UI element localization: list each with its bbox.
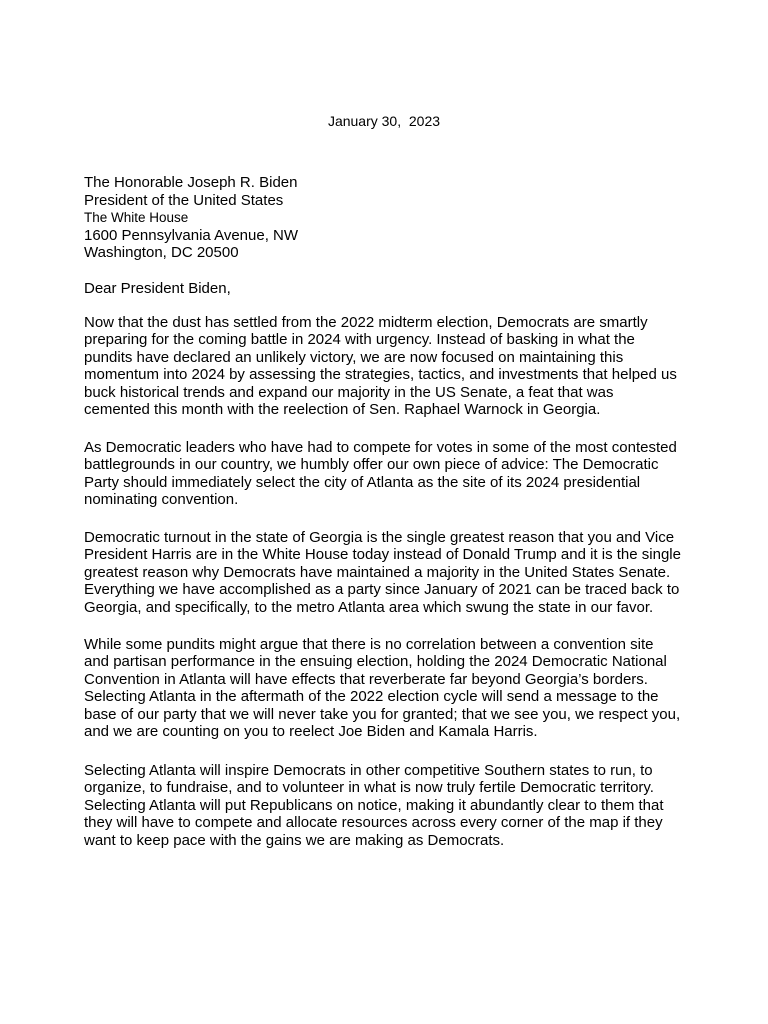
paragraph-line: President Harris are in the White House today instead of Donald Trump and it is the single bbox=[84, 546, 681, 564]
recipient-title: President of the United States bbox=[84, 191, 284, 209]
paragraph-line: momentum into 2024 by assessing the strategies, tactics, and investments that helped us bbox=[84, 366, 677, 384]
paragraph-line: Now that the dust has settled from the 2022 midterm election, Democrats are smartly bbox=[84, 314, 648, 331]
body-paragraph-4 bbox=[84, 636, 704, 740]
paragraph-line: want to keep pace with the gains we are making as Democrats. bbox=[84, 831, 505, 849]
paragraph-line: pundits have declared an unlikely victory, we are now focused on maintaining this bbox=[84, 348, 624, 366]
paragraph-line: Democratic turnout in the state of Georgia is the single greatest reason that you and Vice bbox=[84, 529, 675, 546]
body-paragraph-5 bbox=[84, 762, 704, 849]
paragraph-line: and we are counting on you to reelect Joe Biden and Kamala Harris. bbox=[84, 723, 538, 741]
body-paragraph-1 bbox=[84, 314, 704, 418]
recipient-name: The Honorable Joseph R. Biden bbox=[84, 174, 298, 191]
paragraph-line: organize, to fundraise, and to volunteer in what is now truly fertile Democratic territory. bbox=[84, 779, 654, 797]
recipient-address bbox=[84, 174, 704, 262]
paragraph-line: While some pundits might argue that there is no correlation between a convention site bbox=[84, 636, 654, 653]
paragraph-line: they will have to compete and allocate resources across every corner of the map if they bbox=[84, 814, 663, 832]
letter-date: January 30, 2023 bbox=[327, 113, 441, 129]
paragraph-line: Selecting Atlanta in the aftermath of the 2022 election cycle will send a message to the bbox=[84, 688, 659, 706]
paragraph-line: base of our party that we will never take you for granted; that we see you, we respect you, bbox=[84, 705, 681, 723]
paragraph-line: and partisan performance in the ensuing election, holding the 2024 Democratic National bbox=[84, 653, 667, 671]
paragraph-line: cemented this month with the reelection of Sen. Raphael Warnock in Georgia. bbox=[84, 401, 601, 419]
body-paragraph-2 bbox=[84, 439, 704, 509]
paragraph-line: Party should immediately select the city of Atlanta as the site of its 2024 presidential bbox=[84, 473, 641, 491]
paragraph-line: As Democratic leaders who have had to compete for votes in some of the most contested bbox=[84, 439, 677, 456]
paragraph-line: preparing for the coming battle in 2024 with urgency. Instead of basking in what the bbox=[84, 331, 635, 349]
paragraph-line: nominating convention. bbox=[84, 491, 239, 509]
paragraph-line: battlegrounds in our country, we humbly offer our own piece of advice: The Democratic bbox=[84, 456, 659, 474]
paragraph-line: greatest reason why Democrats have maintained a majority in the United States Senate. bbox=[84, 563, 671, 581]
recipient-city: Washington, DC 20500 bbox=[84, 244, 239, 262]
paragraph-line: Selecting Atlanta will inspire Democrats in other competitive Southern states to run, to bbox=[84, 762, 653, 779]
paragraph-line: Selecting Atlanta will put Republicans on notice, making it abundantly clear to them that bbox=[84, 796, 664, 814]
paragraph-line: Convention in Atlanta will have effects that reverberate far beyond Georgia’s borders. bbox=[84, 670, 648, 688]
salutation: Dear President Biden, bbox=[84, 280, 231, 297]
paragraph-line: Everything we have accomplished as a party since January of 2021 can be traced back to bbox=[84, 581, 680, 599]
recipient-street: 1600 Pennsylvania Avenue, NW bbox=[84, 226, 299, 244]
paragraph-line: buck historical trends and expand our majority in the US Senate, a feat that was bbox=[84, 383, 614, 401]
recipient-office: The White House bbox=[84, 210, 189, 226]
body-paragraph-3 bbox=[84, 529, 704, 616]
paragraph-line: Georgia, and specifically, to the metro Atlanta area which swung the state in our favor. bbox=[84, 598, 654, 616]
